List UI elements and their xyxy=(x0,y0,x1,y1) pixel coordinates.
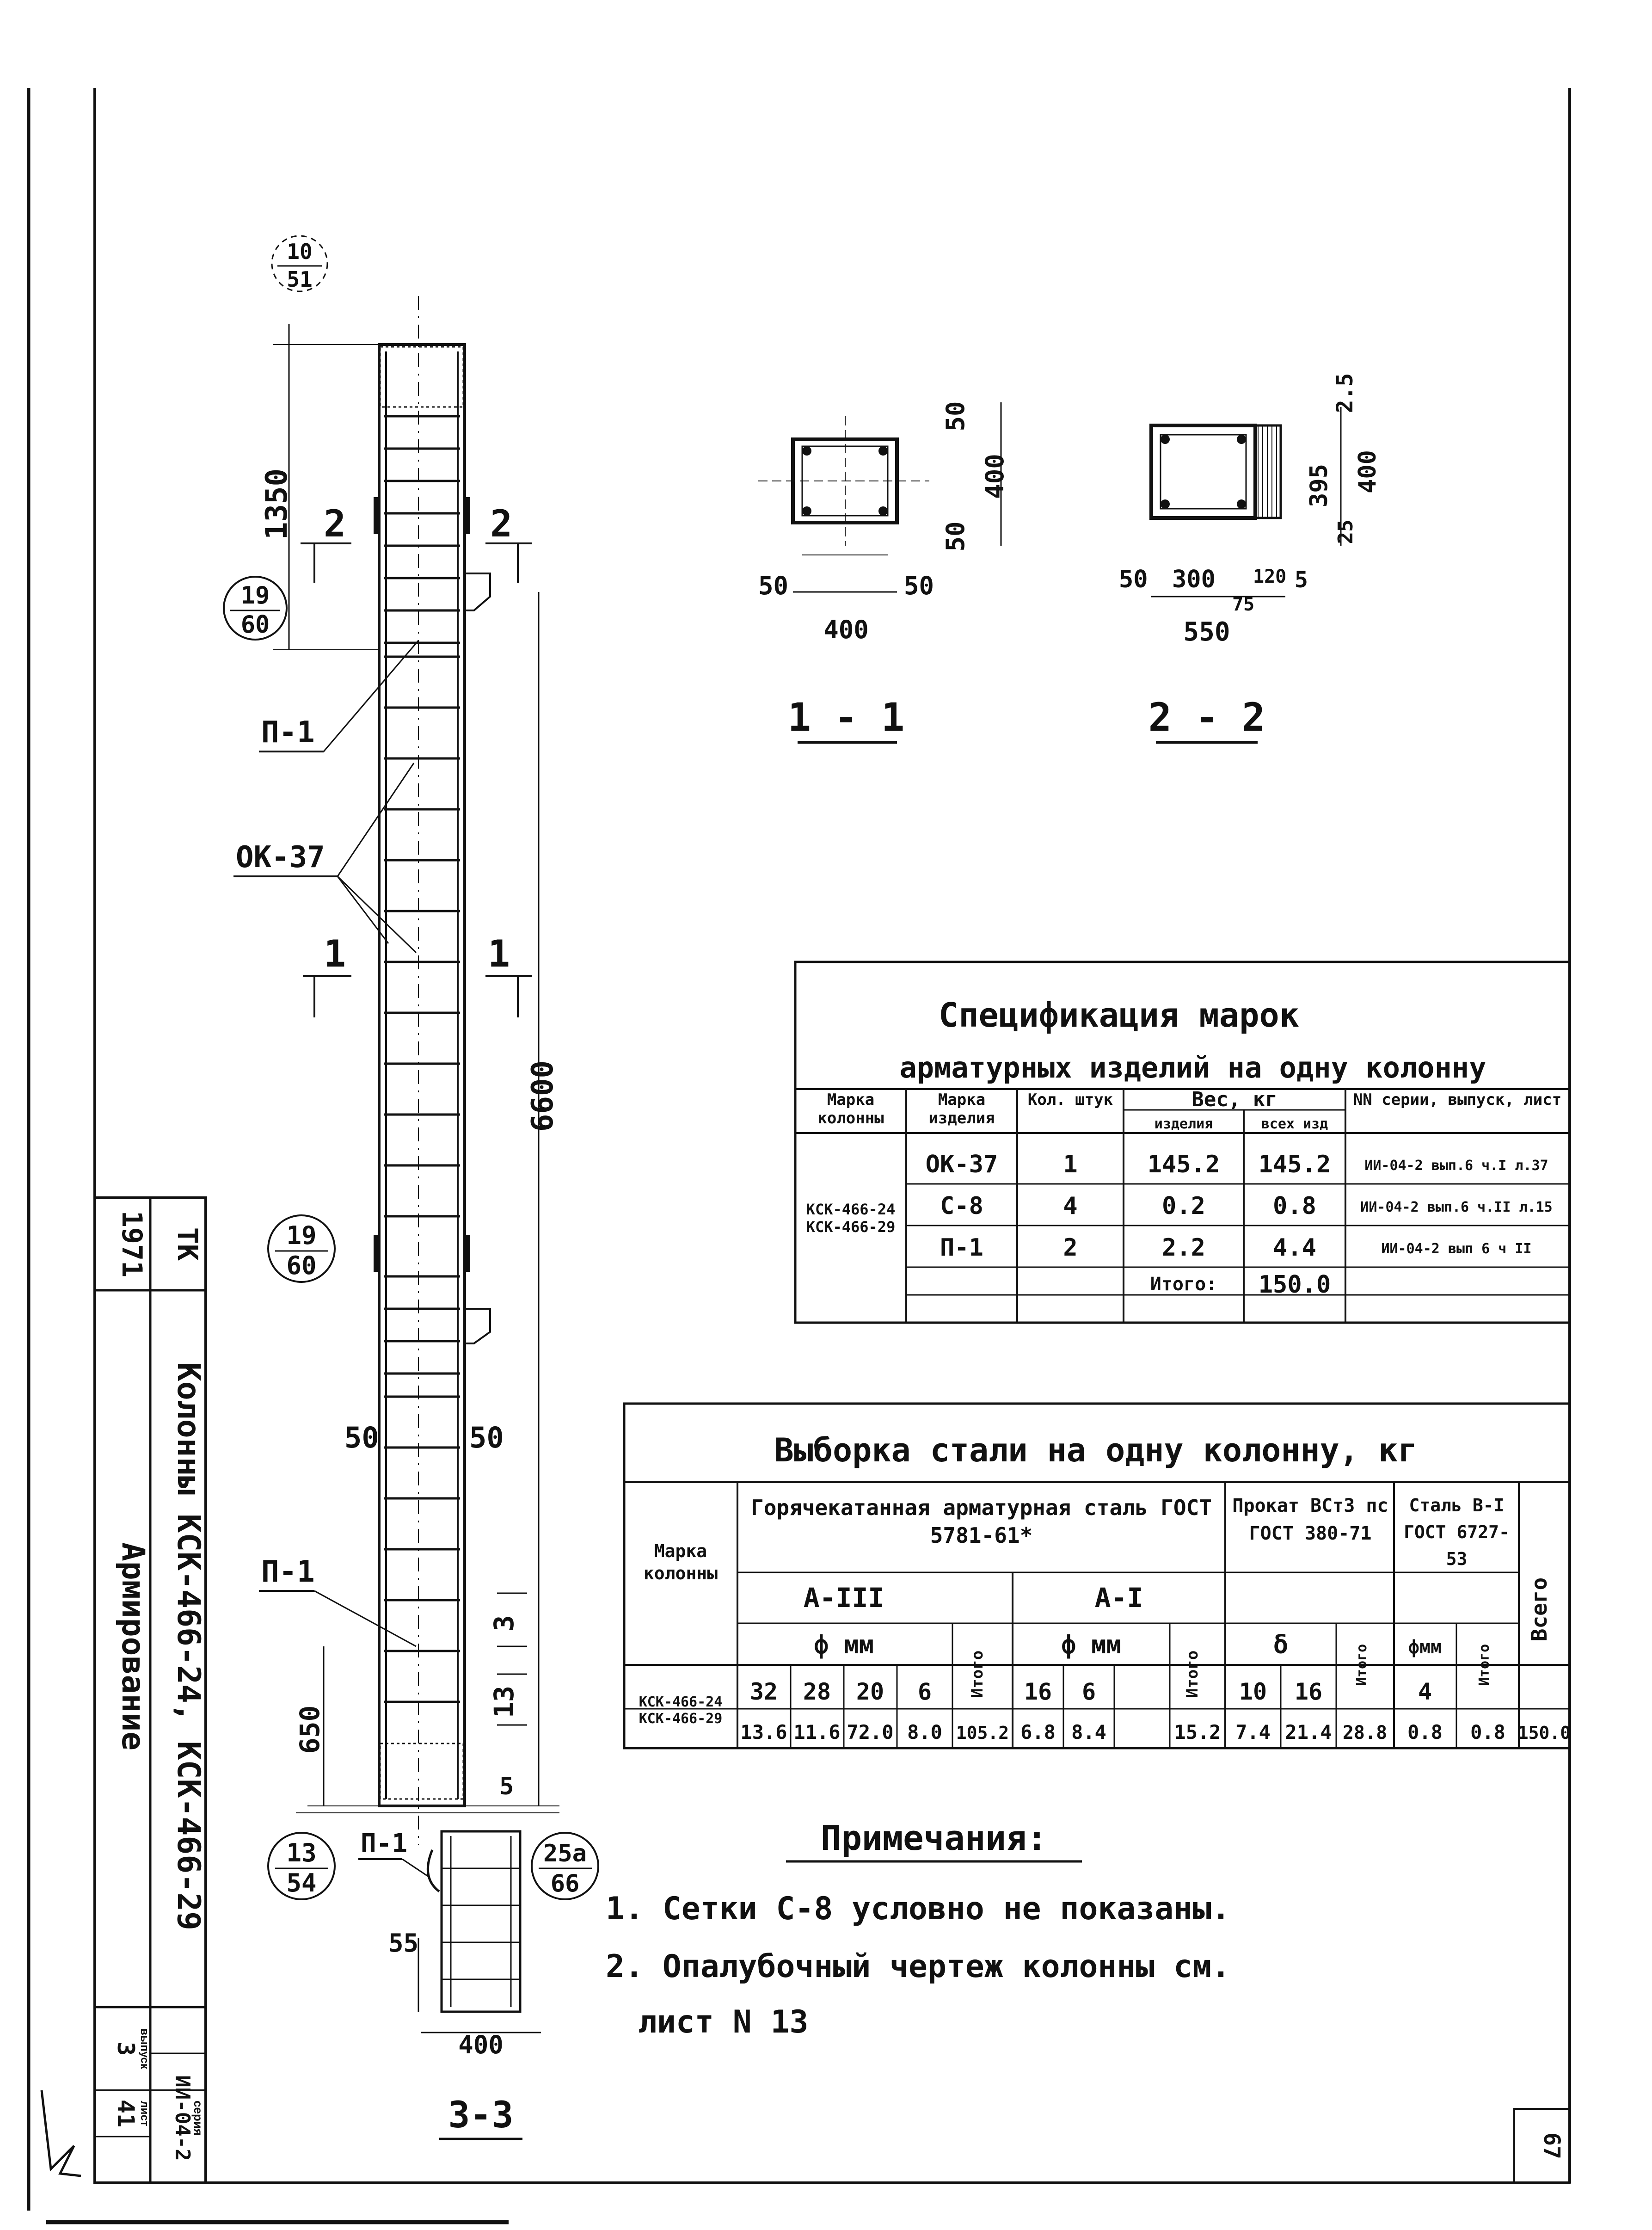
svg-text:4: 4 xyxy=(1418,1678,1432,1705)
section-marker-1-right xyxy=(485,932,532,1017)
spec-row3-wall: 4.4 xyxy=(1273,1234,1316,1262)
svg-text:16: 16 xyxy=(1294,1678,1323,1705)
svg-text:60: 60 xyxy=(240,611,270,639)
title-issue-value: 3 xyxy=(112,2041,139,2056)
spec-row3-item: П-1 xyxy=(940,1234,983,1262)
spec-row3-qty: 2 xyxy=(1063,1234,1078,1262)
spec-row2-qty: 4 xyxy=(1063,1192,1078,1220)
spec-header-col-mark: Марка колонны xyxy=(817,1090,884,1127)
stamp-top: 10 xyxy=(287,239,313,264)
spec-row2-item: С-8 xyxy=(940,1192,983,1220)
section-marker-2-left xyxy=(301,502,351,583)
title-sheet-value: 41 xyxy=(112,2099,139,2128)
steel-header-total2: Итого xyxy=(1183,1650,1202,1698)
spec-column-mark: КСК-466-24 КСК-466-29 xyxy=(806,1201,896,1236)
svg-text:13: 13 xyxy=(286,1838,317,1867)
spec-row3-series: ИИ-04-2 вып 6 ч II xyxy=(1381,1241,1532,1257)
title-main: Колонны КСК-466-24, КСК-466-29 xyxy=(170,1362,207,1931)
spec-table xyxy=(795,962,1570,1323)
svg-text:6: 6 xyxy=(1081,1678,1096,1705)
signature-mark xyxy=(42,2090,81,2176)
notes-line1: 1. Сетки С-8 условно не показаны. xyxy=(606,1891,1231,1927)
svg-text:2: 2 xyxy=(324,502,346,545)
spec-row1-item: ОК-37 xyxy=(925,1151,998,1178)
svg-text:ОК-37: ОК-37 xyxy=(236,840,325,875)
title-series-label: серия xyxy=(191,2101,205,2136)
svg-text:8.4: 8.4 xyxy=(1071,1721,1106,1743)
steel-row-mark: КСК-466-24 КСК-466-29 xyxy=(639,1694,723,1727)
notes-line3: лист N 13 xyxy=(638,2004,809,2040)
s11-dim-50d: 50 xyxy=(941,521,970,552)
title-sub: Армирование xyxy=(115,1542,151,1751)
svg-text:395: 395 xyxy=(1305,464,1333,507)
spec-header-weight-all: всех изд xyxy=(1261,1116,1328,1132)
spec-header-weight: Вес, кг xyxy=(1191,1088,1277,1111)
steel-header-a1: А-I xyxy=(1094,1582,1143,1614)
column-outline xyxy=(379,345,465,1806)
svg-text:19: 19 xyxy=(286,1221,317,1250)
spec-row1-qty: 1 xyxy=(1063,1151,1078,1178)
spec-row1-series: ИИ-04-2 вып.6 ч.I л.37 xyxy=(1364,1158,1548,1174)
section-1-1 xyxy=(758,401,1009,742)
svg-text:150.0: 150.0 xyxy=(1517,1723,1571,1743)
svg-text:32: 32 xyxy=(749,1678,778,1705)
svg-text:0.8: 0.8 xyxy=(1470,1721,1505,1743)
section-3-3-title: 3-3 xyxy=(448,2094,514,2136)
svg-text:10: 10 xyxy=(1239,1678,1267,1705)
svg-text:0.8: 0.8 xyxy=(1407,1721,1443,1743)
spec-title-1: Спецификация марок xyxy=(938,996,1300,1035)
notes-line2: 2. Опалубочный чертеж колонны см. xyxy=(606,1948,1231,1985)
spec-row2-wall: 0.8 xyxy=(1273,1192,1316,1220)
title-block xyxy=(95,1198,207,2183)
dim-1350-label: 1350 xyxy=(260,468,294,540)
svg-text:16: 16 xyxy=(1024,1678,1052,1705)
steel-header-phi2: ф мм xyxy=(1061,1630,1122,1659)
label-ok37 xyxy=(233,763,416,953)
notes xyxy=(606,1818,1230,2040)
svg-text:25: 25 xyxy=(1334,519,1357,544)
s11-dim-50c: 50 xyxy=(941,401,970,431)
svg-text:54: 54 xyxy=(286,1868,317,1897)
svg-text:19: 19 xyxy=(240,582,270,610)
stamp-bottom: 51 xyxy=(287,267,313,292)
spec-header-weight-item: изделия xyxy=(1154,1116,1213,1132)
svg-text:6.8: 6.8 xyxy=(1020,1721,1056,1743)
steel-header-phi3: фмм xyxy=(1408,1637,1442,1658)
svg-text:1: 1 xyxy=(324,932,346,975)
svg-text:25а: 25а xyxy=(543,1840,587,1867)
section-3-3 xyxy=(358,1829,541,2139)
svg-text:400: 400 xyxy=(1354,450,1382,493)
spec-row1-witem: 145.2 xyxy=(1147,1151,1220,1178)
steel-table xyxy=(624,1404,1571,1748)
section-2-2 xyxy=(1119,373,1382,742)
dim-50-right: 50 xyxy=(469,1421,504,1454)
spec-row3-witem: 2.2 xyxy=(1162,1234,1205,1262)
svg-text:13.6: 13.6 xyxy=(740,1721,787,1743)
s11-dim-50b: 50 xyxy=(904,571,934,600)
dim-3-label: 3 xyxy=(488,1615,520,1632)
stirrups xyxy=(384,416,460,1702)
svg-text:550: 550 xyxy=(1183,617,1230,647)
steel-header-hot-rolled: Горячекатанная арматурная сталь ГОСТ 5781-61* xyxy=(751,1495,1212,1548)
dim-5-label: 5 xyxy=(499,1773,514,1800)
svg-text:21.4: 21.4 xyxy=(1285,1721,1332,1743)
spec-header-qty: Кол. штук xyxy=(1027,1090,1113,1109)
steel-header-total1: Итого xyxy=(968,1650,987,1698)
svg-text:105.2: 105.2 xyxy=(956,1723,1009,1743)
console-lower xyxy=(465,1309,490,1343)
section-marker-1-left xyxy=(303,932,351,1017)
bottom-mesh xyxy=(380,1743,463,1799)
svg-text:20: 20 xyxy=(856,1678,884,1705)
svg-text:2.5: 2.5 xyxy=(1332,373,1358,413)
title-year: 1971 xyxy=(116,1210,148,1278)
s11-dim-50a: 50 xyxy=(758,571,789,600)
title-org: ТК xyxy=(171,1227,203,1261)
steel-header-mark: Марка колонны xyxy=(643,1541,718,1583)
title-series-value: ИИ-04-2 xyxy=(171,2075,194,2161)
spec-header-series: NN серии, выпуск, лист xyxy=(1353,1090,1562,1109)
dim-6600-label: 6600 xyxy=(526,1060,560,1132)
ref-circle-13-54 xyxy=(268,1833,335,1899)
top-mesh xyxy=(380,347,463,407)
section-marker-2-right xyxy=(485,502,532,583)
label-p1-33: П-1 xyxy=(361,1829,408,1859)
ref-circle-10-51 xyxy=(272,236,327,292)
svg-text:1: 1 xyxy=(488,932,510,975)
svg-text:66: 66 xyxy=(550,1870,580,1897)
spec-row2-series: ИИ-04-2 вып.6 ч.II л.15 xyxy=(1360,1199,1553,1215)
spec-title-2: арматурных изделий на одну колонну xyxy=(899,1051,1486,1084)
svg-text:50: 50 xyxy=(1119,566,1148,593)
dim-50-left: 50 xyxy=(344,1421,379,1454)
svg-text:72.0: 72.0 xyxy=(847,1721,894,1743)
svg-text:15.2: 15.2 xyxy=(1174,1721,1221,1743)
steel-header-phi1: ф мм xyxy=(813,1630,874,1659)
steel-header-a3: А-III xyxy=(803,1582,884,1614)
svg-text:120: 120 xyxy=(1253,566,1287,587)
console-upper xyxy=(465,573,490,610)
svg-text:П-1: П-1 xyxy=(261,1555,315,1589)
title-issue-label: выпуск xyxy=(138,2028,151,2069)
steel-header-all: Всего xyxy=(1527,1577,1552,1642)
steel-header-steel: Сталь В-I ГОСТ 6727-53 xyxy=(1404,1495,1510,1569)
s11-dim-400v: 400 xyxy=(980,454,1009,499)
svg-text:75: 75 xyxy=(1232,594,1255,615)
svg-text:60: 60 xyxy=(286,1251,317,1280)
svg-text:11.6: 11.6 xyxy=(793,1721,841,1743)
spec-header-item-mark: Марка изделия xyxy=(928,1090,995,1127)
section-1-1-title: 1 - 1 xyxy=(787,695,905,740)
spec-row2-witem: 0.2 xyxy=(1162,1192,1205,1220)
steel-header-delta: δ xyxy=(1273,1630,1289,1659)
s11-dim-400: 400 xyxy=(823,615,869,644)
dim-13-label: 13 xyxy=(488,1686,520,1718)
steel-title: Выборка стали на одну колонну, кг xyxy=(774,1431,1418,1469)
ref-circle-25a-66 xyxy=(532,1833,598,1899)
svg-text:28.8: 28.8 xyxy=(1342,1722,1388,1743)
svg-text:2: 2 xyxy=(490,502,513,545)
svg-text:300: 300 xyxy=(1172,566,1216,593)
spec-row1-wall: 145.2 xyxy=(1258,1151,1331,1178)
spec-total-value: 150.0 xyxy=(1258,1271,1331,1299)
dim-650-label: 650 xyxy=(294,1705,325,1754)
page-number: 67 xyxy=(1539,2132,1565,2159)
svg-text:П-1: П-1 xyxy=(261,715,315,750)
section-2-2-title: 2 - 2 xyxy=(1148,695,1265,740)
svg-text:8.0: 8.0 xyxy=(907,1721,942,1743)
dim-400-33: 400 xyxy=(458,2030,504,2059)
dim-55: 55 xyxy=(388,1928,419,1958)
title-sheet-label: лист xyxy=(138,2101,151,2126)
spec-total-label: Итого: xyxy=(1150,1274,1217,1295)
steel-header-total4: Итого xyxy=(1476,1644,1492,1686)
steel-header-rolled: Прокат ВСт3 пс ГОСТ 380-71 xyxy=(1232,1495,1388,1544)
svg-text:6: 6 xyxy=(917,1678,932,1705)
column-elevation xyxy=(374,296,490,1845)
svg-text:28: 28 xyxy=(803,1678,831,1705)
ref-circle-19-60-top xyxy=(224,577,287,640)
ref-circle-19-60-mid xyxy=(268,1215,335,1282)
steel-header-total3: Итого xyxy=(1354,1644,1370,1686)
notes-title: Примечания: xyxy=(820,1818,1048,1858)
svg-text:7.4: 7.4 xyxy=(1235,1721,1271,1743)
svg-text:5: 5 xyxy=(1295,567,1308,593)
